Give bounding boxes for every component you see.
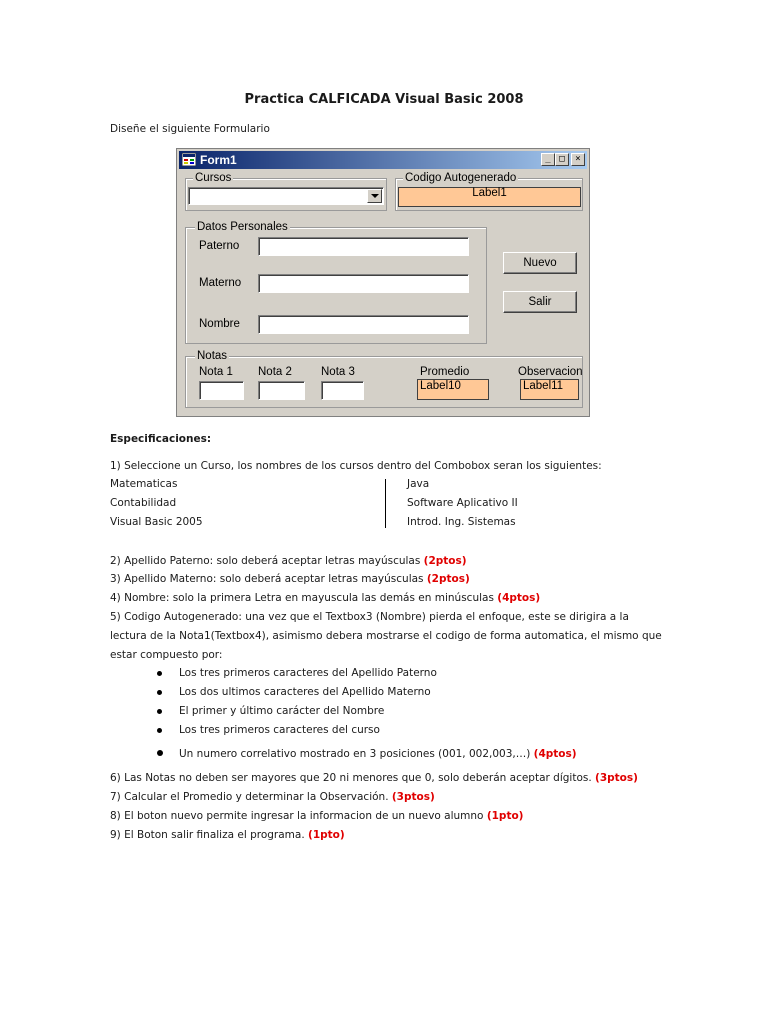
chevron-down-icon[interactable] [367,189,382,203]
document-title: Practica CALFICADA Visual Basic 2008 [244,92,524,107]
bullet-icon [157,690,162,695]
column-divider [385,479,386,528]
bullet-item-4: Los tres primeros caracteres del curso [179,724,380,736]
datos-personales-group-label: Datos Personales [197,221,288,233]
spec-item-1: 1) Seleccione un Curso, los nombres de los cursos dentro del Combobox seran los siguientes: [110,460,602,472]
nombre-input[interactable] [258,315,469,334]
form-app-icon [182,153,196,166]
cursos-combobox[interactable] [188,187,384,205]
nota2-input[interactable] [258,381,305,400]
spec-item-5-line1: 5) Codigo Autogenerado: una vez que el Textbox3 (Nombre) pierda el enfoque, este se dirigira a la [110,611,629,623]
nota1-label: Nota 1 [199,366,233,378]
form-title: Form1 [200,153,237,167]
spec-item-9: 9) El Boton salir finaliza el programa. (1pto) [110,829,345,841]
paterno-label: Paterno [199,240,240,252]
course-right-2: Software Aplicativo II [407,497,518,509]
spec-item-8: 8) El boton nuevo permite ingresar la informacion de un nuevo alumno (1pto) [110,810,524,822]
minimize-button[interactable]: _ [541,153,555,166]
nota3-input[interactable] [321,381,364,400]
form-window [176,148,590,417]
course-right-3: Introd. Ing. Sistemas [407,516,516,528]
bullet-icon [157,671,162,676]
spec-item-4: 4) Nombre: solo la primera Letra en mayuscula las demás en minúsculas (4ptos) [110,592,541,604]
spec-item-5-line3: estar compuesto por: [110,649,223,661]
course-left-1: Matematicas [110,478,178,490]
materno-input[interactable] [258,274,469,293]
paterno-input[interactable] [258,237,469,256]
materno-label: Materno [199,277,242,289]
bullet-item-3: El primer y último carácter del Nombre [179,705,385,717]
codigo-output-label: Label1 [398,187,581,207]
cursos-group-label: Cursos [195,172,232,184]
promedio-label: Promedio [420,366,470,378]
bullet-icon [157,750,163,756]
course-left-3: Visual Basic 2005 [110,516,203,528]
spec-item-5-line2: lectura de la Nota1(Textbox4), asimismo debera mostrarse el codigo de forma automatica, el mismo que [110,630,662,642]
bullet-icon [157,709,162,714]
bullet-item-1: Los tres primeros caracteres del Apellido Paterno [179,667,437,679]
bullet-icon [157,728,162,733]
codigo-group-label: Codigo Autogenerado [405,172,517,184]
spec-item-2: 2) Apellido Paterno: solo deberá aceptar letras mayúsculas (2ptos) [110,555,467,567]
close-button[interactable]: × [571,153,585,166]
intro-text: Diseñe el siguiente Formulario [110,123,270,135]
observacion-output-label: Label11 [520,379,579,400]
notas-group-label: Notas [197,350,228,362]
nota1-input[interactable] [199,381,244,400]
salir-button[interactable]: Salir [503,291,577,313]
nombre-label: Nombre [199,318,240,330]
spec-item-6: 6) Las Notas no deben ser mayores que 20 ni menores que 0, solo deberán aceptar dígitos. (3ptos) [110,772,638,784]
maximize-button[interactable]: □ [555,153,569,166]
nota3-label: Nota 3 [321,366,355,378]
bullet-item-5: Un numero correlativo mostrado en 3 posiciones (001, 002,003,…) (4ptos) [179,748,577,760]
spec-item-3: 3) Apellido Materno: solo deberá aceptar letras mayúsculas (2ptos) [110,573,470,585]
course-left-2: Contabilidad [110,497,177,509]
form-titlebar [179,151,587,169]
specs-heading: Especificaciones: [110,433,212,445]
spec-item-7: 7) Calcular el Promedio y determinar la Observación. (3ptos) [110,791,435,803]
nota2-label: Nota 2 [258,366,292,378]
course-right-1: Java [407,478,430,490]
promedio-output-label: Label10 [417,379,489,400]
bullet-item-2: Los dos ultimos caracteres del Apellido Materno [179,686,431,698]
nuevo-button[interactable]: Nuevo [503,252,577,274]
observacion-label: Observacion [518,366,583,378]
